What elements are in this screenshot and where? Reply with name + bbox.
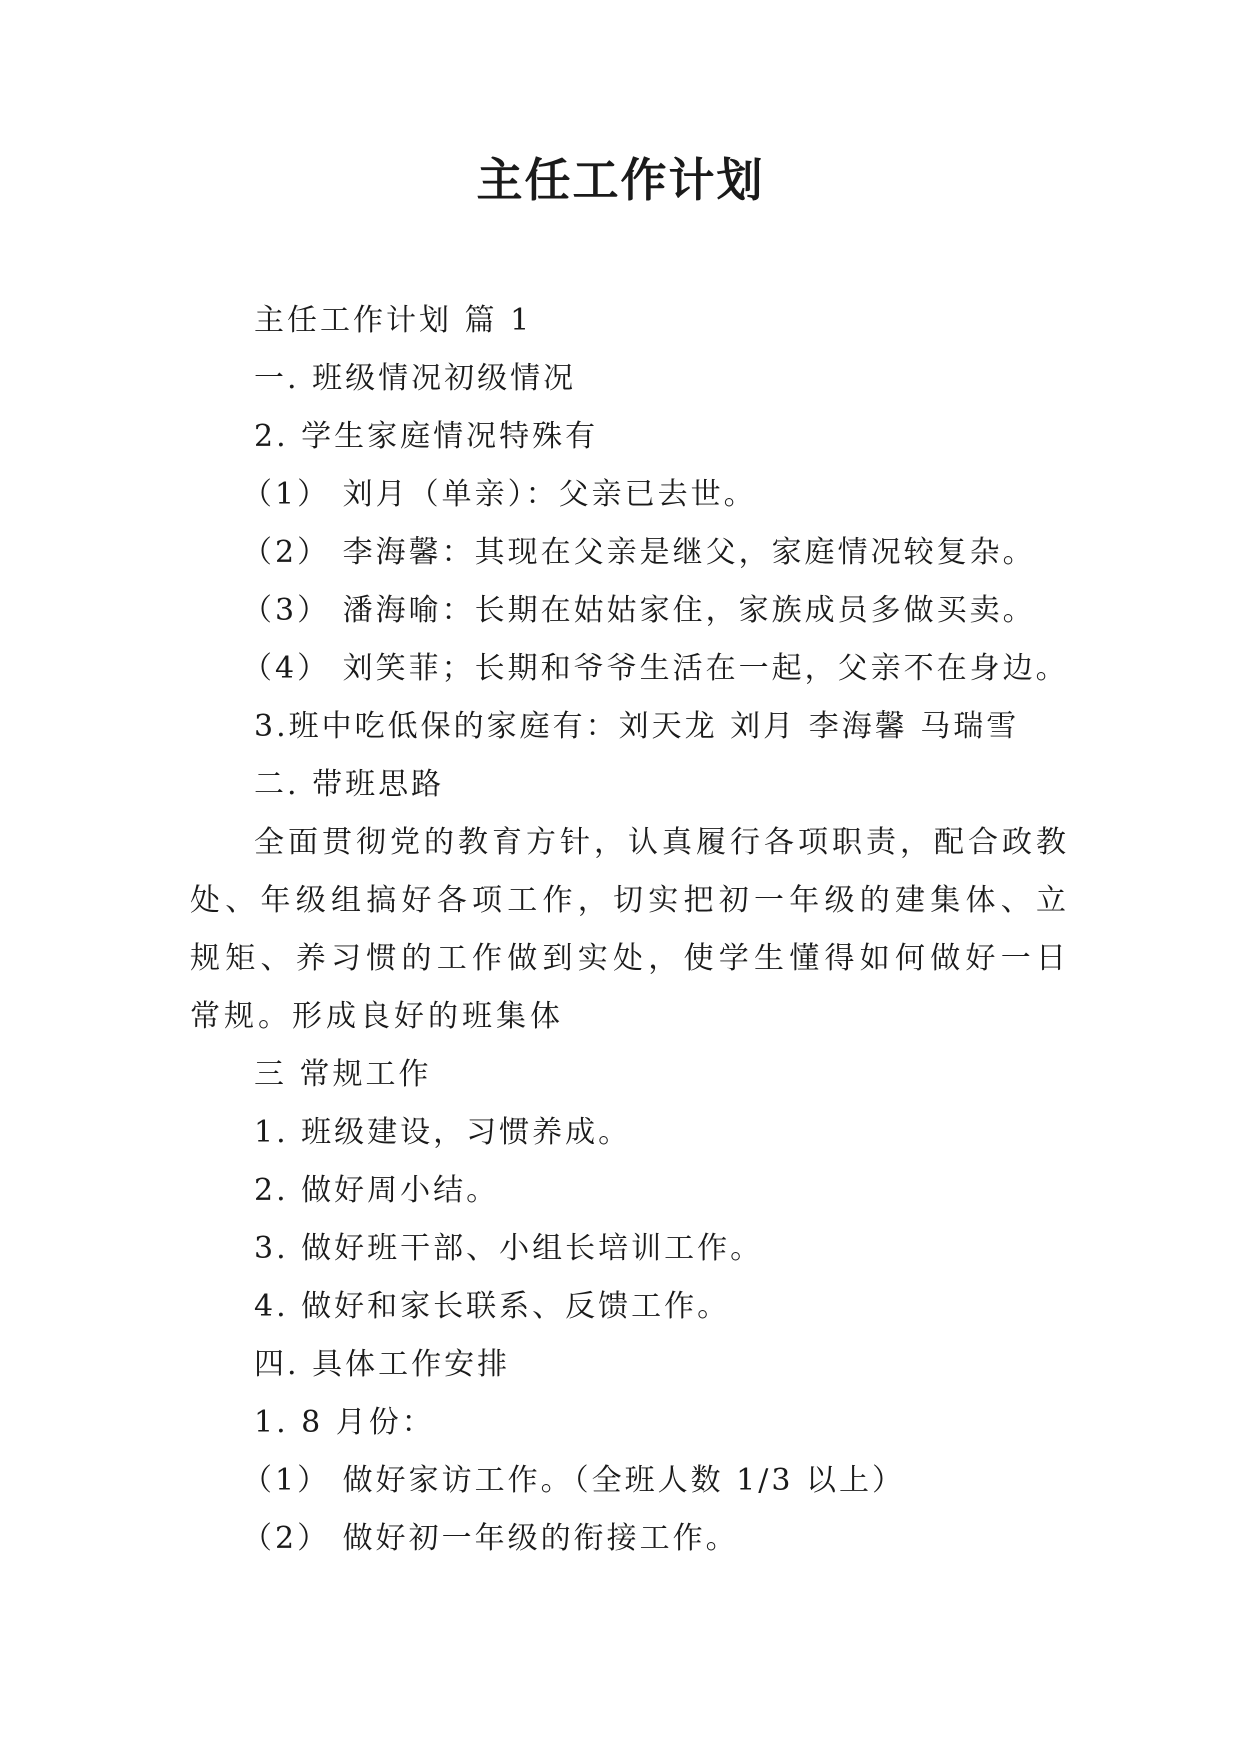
list-item: （3） 潘海喻：长期在姑姑家住，家族成员多做买卖。	[242, 593, 1036, 628]
list-item: （4） 刘笑菲；长期和爷爷生活在一起，父亲不在身边。	[242, 651, 1069, 686]
list-item: （1） 刘月（单亲）：父亲已去世。	[242, 477, 757, 512]
body-paragraph: 全面贯彻党的教育方针，认真履行各项职责，配合政教处、年级组搞好各项工作，切实把初一年级的建集体、立规矩、养习惯的工作做到实处，使学生懂得如何做好一日常规。形成良好的班集体	[190, 825, 1070, 1034]
list-item: 2. 做好周小结。	[254, 1173, 500, 1208]
subsection-heading: 2. 学生家庭情况特殊有	[254, 419, 599, 454]
list-item: （2） 李海馨：其现在父亲是继父，家庭情况较复杂。	[242, 535, 1036, 570]
document-title: 主任工作计划	[476, 153, 765, 207]
list-item: （1） 做好家访工作。（全班人数 1/3 以上）	[242, 1463, 905, 1498]
section-heading: 主任工作计划 篇 1	[254, 303, 533, 338]
list-item: 3. 做好班干部、小组长培训工作。	[254, 1231, 764, 1266]
section-heading: 三 常规工作	[254, 1057, 432, 1092]
list-item: 4. 做好和家长联系、反馈工作。	[254, 1289, 731, 1324]
section-heading: 二. 带班思路	[254, 767, 445, 802]
section-heading: 一. 班级情况初级情况	[254, 361, 577, 396]
document-body	[190, 292, 1070, 1568]
section-heading: 四. 具体工作安排	[254, 1347, 511, 1382]
subsection-heading: 3.班中吃低保的家庭有：刘天龙 刘月 李海馨 马瑞雪	[254, 709, 1020, 744]
list-item: 1. 班级建设，习惯养成。	[254, 1115, 632, 1150]
list-item: （2） 做好初一年级的衔接工作。	[242, 1521, 739, 1556]
subsection-heading: 1. 8 月份：	[254, 1405, 435, 1440]
